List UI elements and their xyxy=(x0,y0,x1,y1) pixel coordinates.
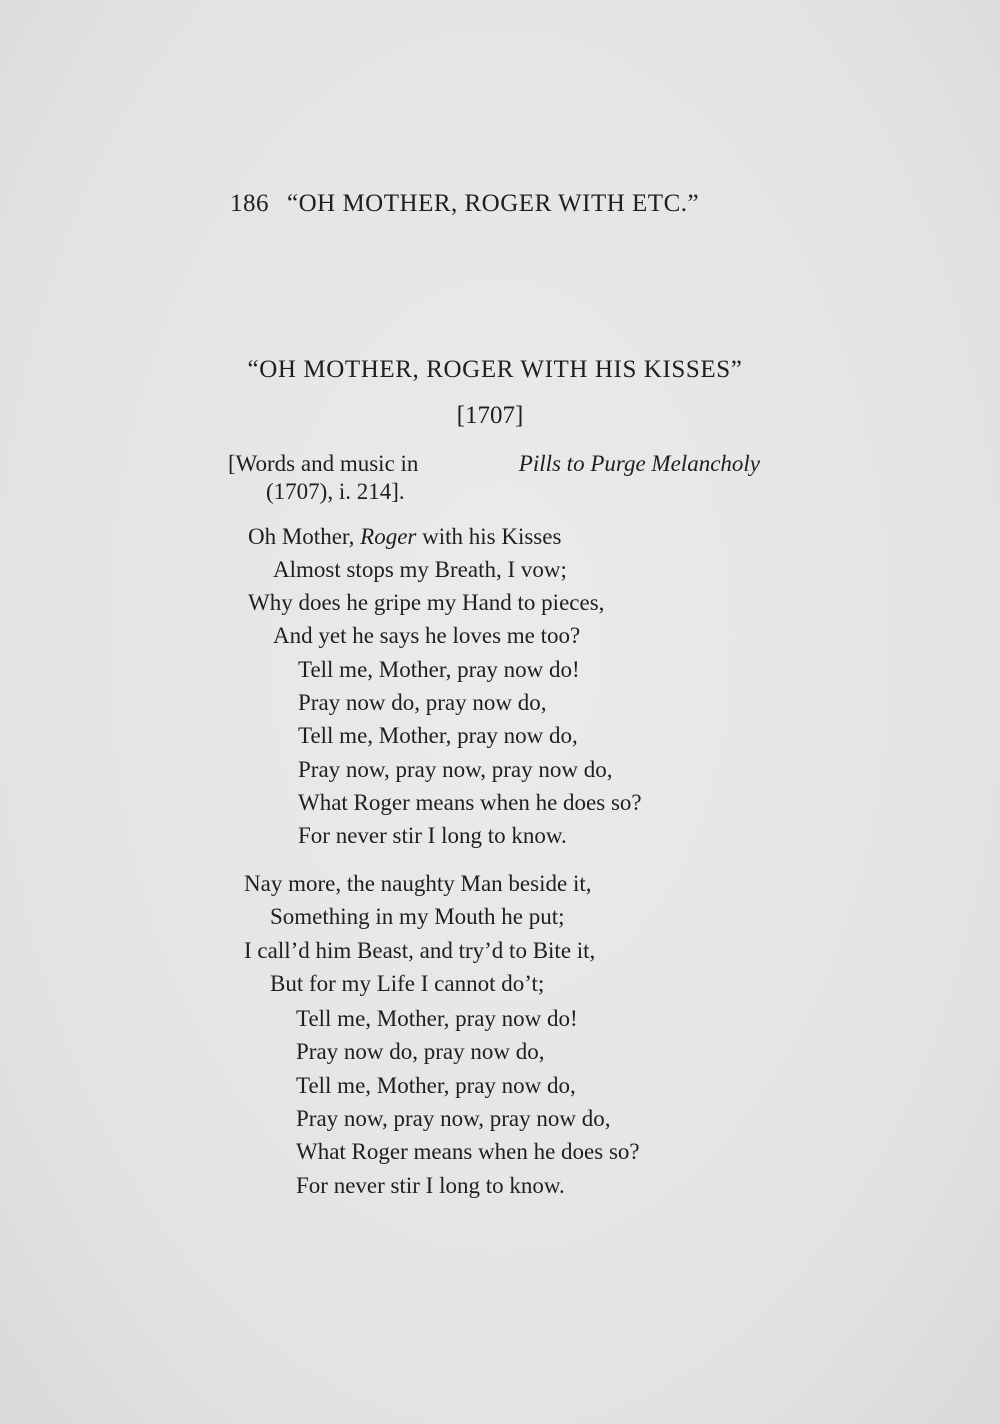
page-number: 186 xyxy=(230,190,269,217)
verse-line: For never stir I long to know. xyxy=(296,1173,565,1198)
source-note-line-1 xyxy=(228,450,760,478)
running-title: “OH MOTHER, ROGER WITH ETC.” xyxy=(287,190,700,217)
verse-line: Pray now do, pray now do, xyxy=(296,1039,545,1064)
verse-line: What Roger means when he does so? xyxy=(298,790,642,815)
verse-line: Pray now, pray now, pray now do, xyxy=(298,757,613,782)
verse-line: Almost stops my Breath, I vow; xyxy=(273,557,567,582)
verse-line: Tell me, Mother, pray now do! xyxy=(296,1006,578,1031)
running-header xyxy=(230,190,790,218)
song-year: [1707] xyxy=(456,402,524,429)
verse-text: with his Kisses xyxy=(422,524,562,549)
verse-line: Tell me, Mother, pray now do, xyxy=(298,723,578,748)
verse-line: But for my Life I cannot do’t; xyxy=(270,971,545,996)
source-note xyxy=(228,450,768,506)
source-note-prefix: [Words and music in xyxy=(228,451,419,476)
verse-line: Why does he gripe my Hand to pieces, xyxy=(248,590,605,615)
verse-line: Tell me, Mother, pray now do! xyxy=(298,657,580,682)
verse-line xyxy=(248,522,561,552)
verse-line: What Roger means when he does so? xyxy=(296,1139,640,1164)
verse-line: Pray now do, pray now do, xyxy=(298,690,547,715)
verse-italic-name: Roger xyxy=(360,524,417,549)
verse-line: And yet he says he loves me too? xyxy=(273,623,581,648)
verse-line: I call’d him Beast, and try’d to Bite it, xyxy=(244,938,596,963)
verse-line: Nay more, the naughty Man beside it, xyxy=(244,871,592,896)
verse-line: Pray now, pray now, pray now do, xyxy=(296,1106,611,1131)
verse-line: For never stir I long to know. xyxy=(298,823,567,848)
verse-line: Something in my Mouth he put; xyxy=(270,904,565,929)
source-title: Pills to Purge Melancholy xyxy=(518,451,760,476)
verse-text: Oh Mother, xyxy=(248,524,355,549)
song-title: “OH MOTHER, ROGER WITH HIS KISSES” xyxy=(247,356,743,383)
verse-line: Tell me, Mother, pray now do, xyxy=(296,1073,576,1098)
source-note-suffix: (1707), i. 214]. xyxy=(266,479,405,504)
